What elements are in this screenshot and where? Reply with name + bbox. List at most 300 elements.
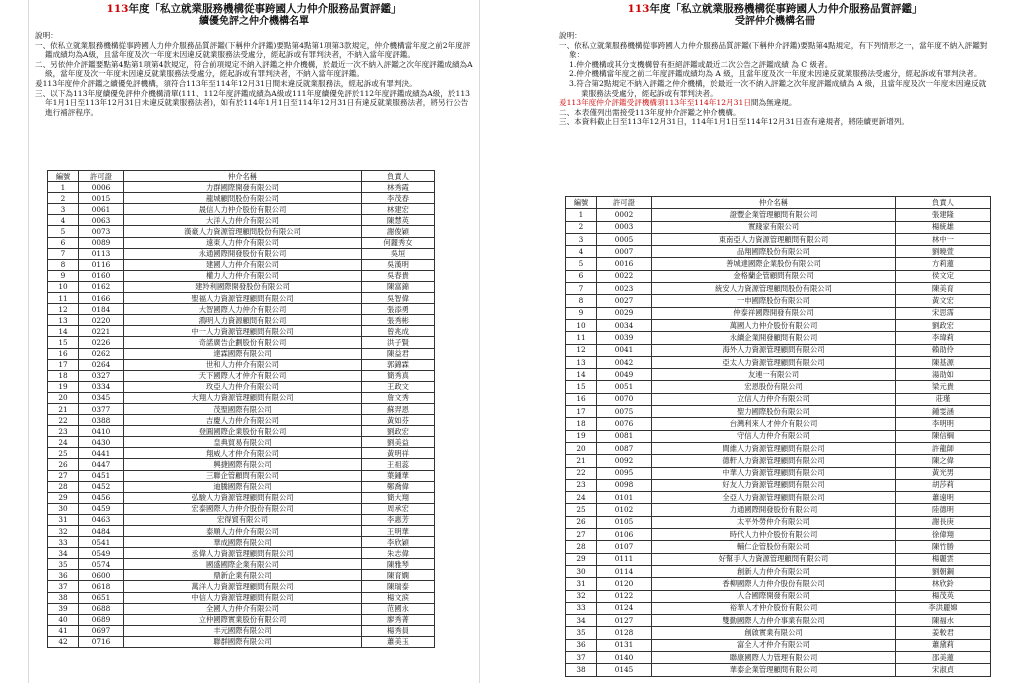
cell-license: 0089	[79, 237, 124, 248]
cell-license: 0226	[79, 337, 124, 348]
cell-agency-name: 中信人力資源管理顧問有限公司	[124, 592, 362, 603]
cell-number: 25	[48, 448, 79, 459]
cell-license: 0166	[79, 293, 124, 304]
cell-license: 0463	[79, 514, 124, 525]
cell-agency-name: 台灣利來人才仲介有限公司	[652, 418, 896, 430]
cell-agency-name: 丰元國際有限公司	[124, 625, 362, 636]
cell-owner: 侯文定	[896, 270, 991, 282]
cell-agency-name: 國盛國際企業有限公司	[124, 559, 362, 570]
header-number: 編號	[48, 171, 79, 182]
cell-owner: 陳益君	[362, 348, 435, 359]
cell-owner: 吳春貴	[362, 270, 435, 281]
table-row	[48, 226, 435, 237]
cell-agency-name: 永續企業開發顧問有限公司	[652, 332, 896, 344]
cell-agency-name: 好幫手人力資源管理顧問有限公司	[652, 553, 896, 565]
table-row	[48, 459, 435, 470]
cell-number: 23	[566, 479, 597, 491]
right-notes	[553, 31, 997, 127]
cell-license: 0716	[79, 636, 124, 647]
cell-owner: 陳信綱	[896, 430, 991, 442]
cell-agency-name: 建羚利國際開發股份有限公司	[124, 281, 362, 292]
cell-agency-name: 品翔國際股份有限公司	[652, 246, 896, 258]
cell-owner: 王明華	[362, 526, 435, 537]
cell-number: 24	[48, 437, 79, 448]
cell-number: 37	[48, 581, 79, 592]
cell-number: 3	[48, 204, 79, 215]
table-row	[48, 537, 435, 548]
cell-owner: 朱志偉	[362, 548, 435, 559]
cell-number: 7	[48, 248, 79, 259]
cell-license: 0116	[79, 259, 124, 270]
cell-license: 0345	[79, 392, 124, 403]
cell-owner: 姜較君	[896, 627, 991, 639]
cell-agency-name: 永通國際開發股份有限公司	[124, 248, 362, 259]
left-table-body	[48, 182, 435, 648]
cell-number: 27	[566, 529, 597, 541]
cell-license: 0061	[79, 204, 124, 215]
cell-number: 30	[48, 503, 79, 514]
cell-license: 0076	[597, 418, 652, 430]
cell-agency-name: 萬國人力仲介股份有限公司	[652, 319, 896, 331]
table-row	[566, 283, 991, 295]
cell-owner: 陸德明	[896, 504, 991, 516]
table-row	[48, 326, 435, 337]
cell-owner: 楊茂英	[896, 590, 991, 602]
header-agency-name: 仲介名稱	[124, 171, 362, 182]
table-row	[48, 636, 435, 647]
cell-license: 0041	[597, 344, 652, 356]
cell-license: 0087	[597, 442, 652, 454]
cell-owner: 宋淑貞	[896, 664, 991, 676]
cell-agency-name: 實踐家有限公司	[652, 221, 896, 233]
cell-owner: 陳富錦	[362, 281, 435, 292]
cell-owner: 劉政宏	[362, 426, 435, 437]
cell-license: 0430	[79, 437, 124, 448]
cell-agency-name: 興捷國際有限公司	[124, 459, 362, 470]
cell-number: 20	[566, 442, 597, 454]
cell-number: 4	[566, 246, 597, 258]
cell-number: 37	[566, 651, 597, 663]
cell-license: 0447	[79, 459, 124, 470]
cell-agency-name: 全國人力仲介有限公司	[124, 603, 362, 614]
cell-owner: 李惠芳	[362, 514, 435, 525]
cell-number: 36	[566, 639, 597, 651]
table-row	[566, 455, 991, 467]
cell-agency-name: 證豐企業管理顧問有限公司	[652, 209, 896, 221]
cell-number: 8	[48, 259, 79, 270]
cell-number: 34	[566, 615, 597, 627]
cell-agency-name: 守信人力仲介有限公司	[652, 430, 896, 442]
cell-number: 30	[566, 565, 597, 577]
cell-owner: 陳美育	[896, 283, 991, 295]
cell-owner: 李洪麗嫦	[896, 602, 991, 614]
cell-owner: 廖秀菁	[362, 614, 435, 625]
cell-owner: 賴劭伶	[896, 344, 991, 356]
table-row	[48, 625, 435, 636]
right-notes-list-tail	[559, 108, 991, 127]
table-row	[48, 448, 435, 459]
cell-agency-name: 鴻明人力資源顧問有限公司	[124, 315, 362, 326]
cell-owner: 李明明	[896, 418, 991, 430]
cell-owner: 洪子賢	[362, 337, 435, 348]
cell-agency-name: 漢豪人力資源管理顧問股份有限公司	[124, 226, 362, 237]
cell-license: 0541	[79, 537, 124, 548]
table-row	[566, 233, 991, 245]
cell-agency-name: 大智國際人力仲介有限公司	[124, 304, 362, 315]
cell-owner: 胡莎莉	[896, 479, 991, 491]
table-row	[566, 442, 991, 454]
note-paragraph: 一、依私立就業服務機構從事跨國人力仲介服務品質評鑑(下稱仲介評鑑)要點第4點規定，有下列情形之一，當年度不納入評鑑對象：	[559, 40, 988, 60]
cell-license: 0221	[79, 326, 124, 337]
cell-number: 35	[48, 559, 79, 570]
cell-number: 2	[566, 221, 597, 233]
cell-owner: 李茂春	[362, 193, 435, 204]
cell-license: 0005	[597, 233, 652, 245]
cell-number: 6	[566, 270, 597, 282]
cell-owner: 曾兆成	[362, 326, 435, 337]
table-row	[566, 529, 991, 541]
cell-number: 28	[48, 481, 79, 492]
cell-license: 0070	[597, 393, 652, 405]
table-row	[566, 541, 991, 553]
cell-agency-name: 大洋人力仲介有限公司	[124, 215, 362, 226]
cell-number: 32	[566, 590, 597, 602]
cell-number: 26	[48, 459, 79, 470]
cell-license: 0006	[79, 182, 124, 193]
cell-number: 19	[566, 430, 597, 442]
table-row	[48, 182, 435, 193]
cell-owner: 簡秀真	[362, 370, 435, 381]
cell-license: 0022	[597, 270, 652, 282]
cell-agency-name: 好友人力資源管理顧問有限公司	[652, 479, 896, 491]
cell-number: 1	[48, 182, 79, 193]
cell-license: 0264	[79, 359, 124, 370]
table-row	[566, 639, 991, 651]
cell-owner: 楊麗雲	[896, 553, 991, 565]
cell-number: 20	[48, 392, 79, 403]
right-page-title: 113年度「私立就業服務機構從事跨國人力仲介服務品質評鑑」	[627, 3, 923, 15]
cell-owner: 林中一	[896, 233, 991, 245]
cell-license: 0327	[79, 370, 124, 381]
table-row	[48, 215, 435, 226]
table-row	[48, 603, 435, 614]
cell-agency-name: 宏得貿有限公司	[124, 514, 362, 525]
cell-number: 2	[48, 193, 79, 204]
cell-license: 0081	[597, 430, 652, 442]
note-paragraph: 2.仲介機構當年度之前二年度評鑑成績均為 A 級，且當年度及次一年度未因違反就業服務法受處分，經起訴或有罪判決者。	[569, 69, 982, 79]
cell-owner: 陳福水	[896, 615, 991, 627]
note-paragraph: 說明：	[35, 31, 58, 40]
cell-license: 0388	[79, 415, 124, 426]
table-row	[48, 514, 435, 525]
table-row	[566, 516, 991, 528]
cell-owner: 徐偉翔	[896, 529, 991, 541]
cell-owner: 郭錦霖	[362, 359, 435, 370]
cell-number: 5	[566, 258, 597, 270]
header-owner: 負責人	[362, 171, 435, 182]
cell-owner: 梁元貴	[896, 381, 991, 393]
cell-license: 0114	[597, 565, 652, 577]
cell-owner: 黃文宏	[896, 295, 991, 307]
cell-number: 42	[48, 636, 79, 647]
cell-number: 11	[48, 293, 79, 304]
cell-agency-name: 茂聖國際有限公司	[124, 403, 362, 414]
cell-number: 26	[566, 516, 597, 528]
header-license: 許可證	[597, 197, 652, 209]
cell-owner: 詹文秀	[362, 392, 435, 403]
table-row	[566, 332, 991, 344]
table-row	[48, 492, 435, 503]
cell-number: 7	[566, 283, 597, 295]
cell-number: 23	[48, 426, 79, 437]
table-row	[566, 270, 991, 282]
cell-agency-name: 太平外勞仲介有限公司	[652, 516, 896, 528]
table-row	[566, 356, 991, 368]
cell-number: 5	[48, 226, 79, 237]
cell-owner: 邵美蓮	[896, 651, 991, 663]
cell-owner: 蕭美玉	[362, 636, 435, 647]
table-row	[48, 237, 435, 248]
cell-license: 0016	[597, 258, 652, 270]
cell-number: 4	[48, 215, 79, 226]
right-table	[565, 196, 991, 677]
cell-number: 17	[48, 359, 79, 370]
cell-agency-name: 海外人力資源管理顧問有限公司	[652, 344, 896, 356]
cell-owner: 范國永	[362, 603, 435, 614]
table-row	[48, 570, 435, 581]
table-row	[566, 615, 991, 627]
cell-agency-name: 翔威人才仲介有限公司	[124, 448, 362, 459]
table-row	[566, 565, 991, 577]
cell-number: 1	[566, 209, 597, 221]
cell-license: 0075	[597, 406, 652, 418]
table-row	[48, 437, 435, 448]
table-row	[48, 559, 435, 570]
cell-owner: 葉鍾華	[362, 470, 435, 481]
left-document-page	[28, 0, 480, 683]
cell-owner: 陳瑞泰	[362, 581, 435, 592]
cell-number: 38	[48, 592, 79, 603]
cell-agency-name: 立信人力仲介有限公司	[652, 393, 896, 405]
table-row	[48, 248, 435, 259]
note-paragraph: 三、以下為113年度續優免評仲介機構清單(111、112年度評鑑成績為A級或111年度續優免評於112年度評鑑成績為A級，於113年1月1日至113年12月31日未違反就業服務法者)，如有於114年1月1日至114年12月31日有違反就業服務法者，將另行公告進行補評程序。	[35, 88, 471, 117]
cell-license: 0160	[79, 270, 124, 281]
cell-agency-name: 天下國際人才仲介有限公司	[124, 370, 362, 381]
cell-license: 0092	[597, 455, 652, 467]
table-row	[48, 259, 435, 270]
cell-license: 0120	[597, 578, 652, 590]
cell-owner: 陳之偉	[896, 455, 991, 467]
cell-owner: 蘇羿恩	[362, 403, 435, 414]
cell-agency-name: 裕華人才仲介股份有限公司	[652, 602, 896, 614]
cell-owner: 蕭黛莉	[896, 639, 991, 651]
table-row	[566, 553, 991, 565]
table-row	[566, 504, 991, 516]
table-row	[48, 592, 435, 603]
cell-owner: 李瑋莉	[896, 332, 991, 344]
cell-owner: 楊統雄	[896, 221, 991, 233]
cell-license: 0452	[79, 481, 124, 492]
cell-number: 14	[566, 369, 597, 381]
cell-agency-name: 金格蘭企管顧問有限公司	[652, 270, 896, 282]
table-row	[566, 430, 991, 442]
cell-license: 0549	[79, 548, 124, 559]
table-row	[48, 526, 435, 537]
table-row	[566, 406, 991, 418]
table-row	[48, 370, 435, 381]
cell-owner: 謝俊穎	[362, 226, 435, 237]
cell-number: 24	[566, 492, 597, 504]
cell-license: 0042	[597, 356, 652, 368]
cell-license: 0073	[79, 226, 124, 237]
cell-license: 0095	[597, 467, 652, 479]
cell-agency-name: 龍城顧問股份有限公司	[124, 193, 362, 204]
cell-number: 28	[566, 541, 597, 553]
cell-number: 35	[566, 627, 597, 639]
right-page-subtitle: 受評仲介機構名冊	[735, 16, 815, 27]
cell-number: 17	[566, 406, 597, 418]
table-row	[566, 393, 991, 405]
cell-number: 31	[566, 578, 597, 590]
cell-owner: 陳育嫻	[362, 570, 435, 581]
cell-owner: 李欣穎	[362, 537, 435, 548]
cell-owner: 黃光男	[896, 467, 991, 479]
cell-license: 0184	[79, 304, 124, 315]
cell-license: 0262	[79, 348, 124, 359]
table-row	[566, 246, 991, 258]
cell-owner: 劉政宏	[896, 319, 991, 331]
cell-number: 9	[566, 307, 597, 319]
cell-license: 0140	[597, 651, 652, 663]
table-row	[48, 204, 435, 215]
cell-agency-name: 華泰企業管理顧問有限公司	[652, 664, 896, 676]
cell-owner: 鍾雯涵	[896, 406, 991, 418]
table-row	[48, 348, 435, 359]
table-row	[48, 270, 435, 281]
cell-agency-name: 富全人才仲介有限公司	[652, 639, 896, 651]
note-paragraph: 爰113年度仲介評鑑之續優免評機構，須符合113年至114年12月31日間未違反就業服務法，經起訴或有罪判決。	[35, 78, 417, 88]
cell-license: 0039	[597, 332, 652, 344]
cell-number: 10	[566, 319, 597, 331]
cell-license: 0128	[597, 627, 652, 639]
cell-number: 3	[566, 233, 597, 245]
cell-agency-name: 一申國際股份有限公司	[652, 295, 896, 307]
table-row	[566, 381, 991, 393]
cell-license: 0007	[597, 246, 652, 258]
cell-number: 33	[48, 537, 79, 548]
cell-owner: 王政文	[362, 381, 435, 392]
cell-license: 0102	[597, 504, 652, 516]
note-paragraph: 一、依私立就業服務機構從事跨國人力仲介服務品質評鑑(下稱仲介評鑑)要點第4點第1項第3款規定，仲介機構當年度之前2年度評鑑成績均為A級，且當年度及次一年度未因違反就業服務法受處分，經起訴或有罪判決者，不納入當年度評鑑。	[35, 40, 471, 60]
cell-license: 0124	[597, 602, 652, 614]
table-row	[566, 344, 991, 356]
cell-number: 19	[48, 381, 79, 392]
cell-owner: 何麗秀女	[362, 237, 435, 248]
cell-number: 38	[566, 664, 597, 676]
cell-agency-name: 迪騰國際有限公司	[124, 481, 362, 492]
cell-number: 25	[566, 504, 597, 516]
cell-number: 41	[48, 625, 79, 636]
cell-license: 0377	[79, 403, 124, 414]
cell-license: 0484	[79, 526, 124, 537]
cell-owner: 陳慧英	[362, 215, 435, 226]
cell-license: 0618	[79, 581, 124, 592]
table-row	[48, 392, 435, 403]
right-document-page	[553, 0, 997, 683]
cell-owner: 黃明祥	[362, 448, 435, 459]
cell-agency-name: 聖福人力資源管理顧問有限公司	[124, 293, 362, 304]
cell-agency-name: 達霖國際有限公司	[124, 348, 362, 359]
right-table-body	[566, 209, 991, 676]
cell-number: 32	[48, 526, 79, 537]
cell-number: 13	[48, 315, 79, 326]
cell-number: 12	[566, 344, 597, 356]
table-row	[48, 304, 435, 315]
cell-license: 0334	[79, 381, 124, 392]
table-row	[566, 319, 991, 331]
cell-license: 0015	[79, 193, 124, 204]
table-row	[48, 470, 435, 481]
cell-owner: 楊文滨	[362, 592, 435, 603]
cell-license: 0220	[79, 315, 124, 326]
table-row	[566, 602, 991, 614]
cell-owner: 吳漢明	[362, 259, 435, 270]
cell-license: 0697	[79, 625, 124, 636]
cell-agency-name: 聯康國際人力管理有限公司	[652, 651, 896, 663]
cell-owner: 吳垣	[362, 248, 435, 259]
cell-number: 18	[566, 418, 597, 430]
header-owner: 負責人	[896, 197, 991, 209]
table-row	[48, 481, 435, 492]
cell-license: 0162	[79, 281, 124, 292]
cell-owner: 湯劭如	[896, 369, 991, 381]
cell-license: 0002	[597, 209, 652, 221]
cell-number: 34	[48, 548, 79, 559]
cell-license: 0131	[597, 639, 652, 651]
cell-number: 13	[566, 356, 597, 368]
cell-number: 22	[566, 467, 597, 479]
cell-owner: 林秀霞	[362, 182, 435, 193]
cell-license: 0459	[79, 503, 124, 514]
cell-license: 0451	[79, 470, 124, 481]
note-paragraph: 二、另依仲介評鑑要點第4點第1項第4款規定，符合前項規定不納入評鑑之仲介機構，於最近一次不納入評鑑之次年度評鑑成績為A級，當年度及次一年度未因違反就業服務法受處分，經起訴或有罪判決者，不納入當年度評鑑。	[35, 59, 473, 79]
cell-license: 0441	[79, 448, 124, 459]
cell-license: 0113	[79, 248, 124, 259]
cell-agency-name: 德軒人力資源管理顧問有限公司	[652, 455, 896, 467]
cell-license: 0107	[597, 541, 652, 553]
table-row	[48, 614, 435, 625]
table-row	[48, 548, 435, 559]
table-row	[48, 581, 435, 592]
cell-agency-name: 間維人力資源管理顧問有限公司	[652, 442, 896, 454]
cell-owner: 林欣鈴	[896, 578, 991, 590]
cell-owner: 簡大翔	[362, 492, 435, 503]
cell-agency-name: 建國人力仲介有限公司	[124, 259, 362, 270]
table-row	[48, 503, 435, 514]
cell-owner: 鄭喬偉	[362, 481, 435, 492]
note-paragraph: 說明：	[559, 31, 582, 40]
note-paragraph: 3.符合第2點規定不納入評鑑之仲介機構，於最近一次不納入評鑑之次年度評鑑成績為 A 級，且當年度及次一年度未因違反就業服務法受處分，經起訴或有罪判決者。	[569, 78, 987, 98]
table-row	[566, 369, 991, 381]
cell-agency-name: 全亞人力資源管理顧問有限公司	[652, 492, 896, 504]
cell-number: 12	[48, 304, 79, 315]
cell-owner: 黃如芬	[362, 415, 435, 426]
cell-license: 0034	[597, 319, 652, 331]
cell-agency-name: 吉慶人力仲介有限公司	[124, 415, 362, 426]
table-row	[48, 426, 435, 437]
table-row	[48, 281, 435, 292]
cell-license: 0029	[597, 307, 652, 319]
